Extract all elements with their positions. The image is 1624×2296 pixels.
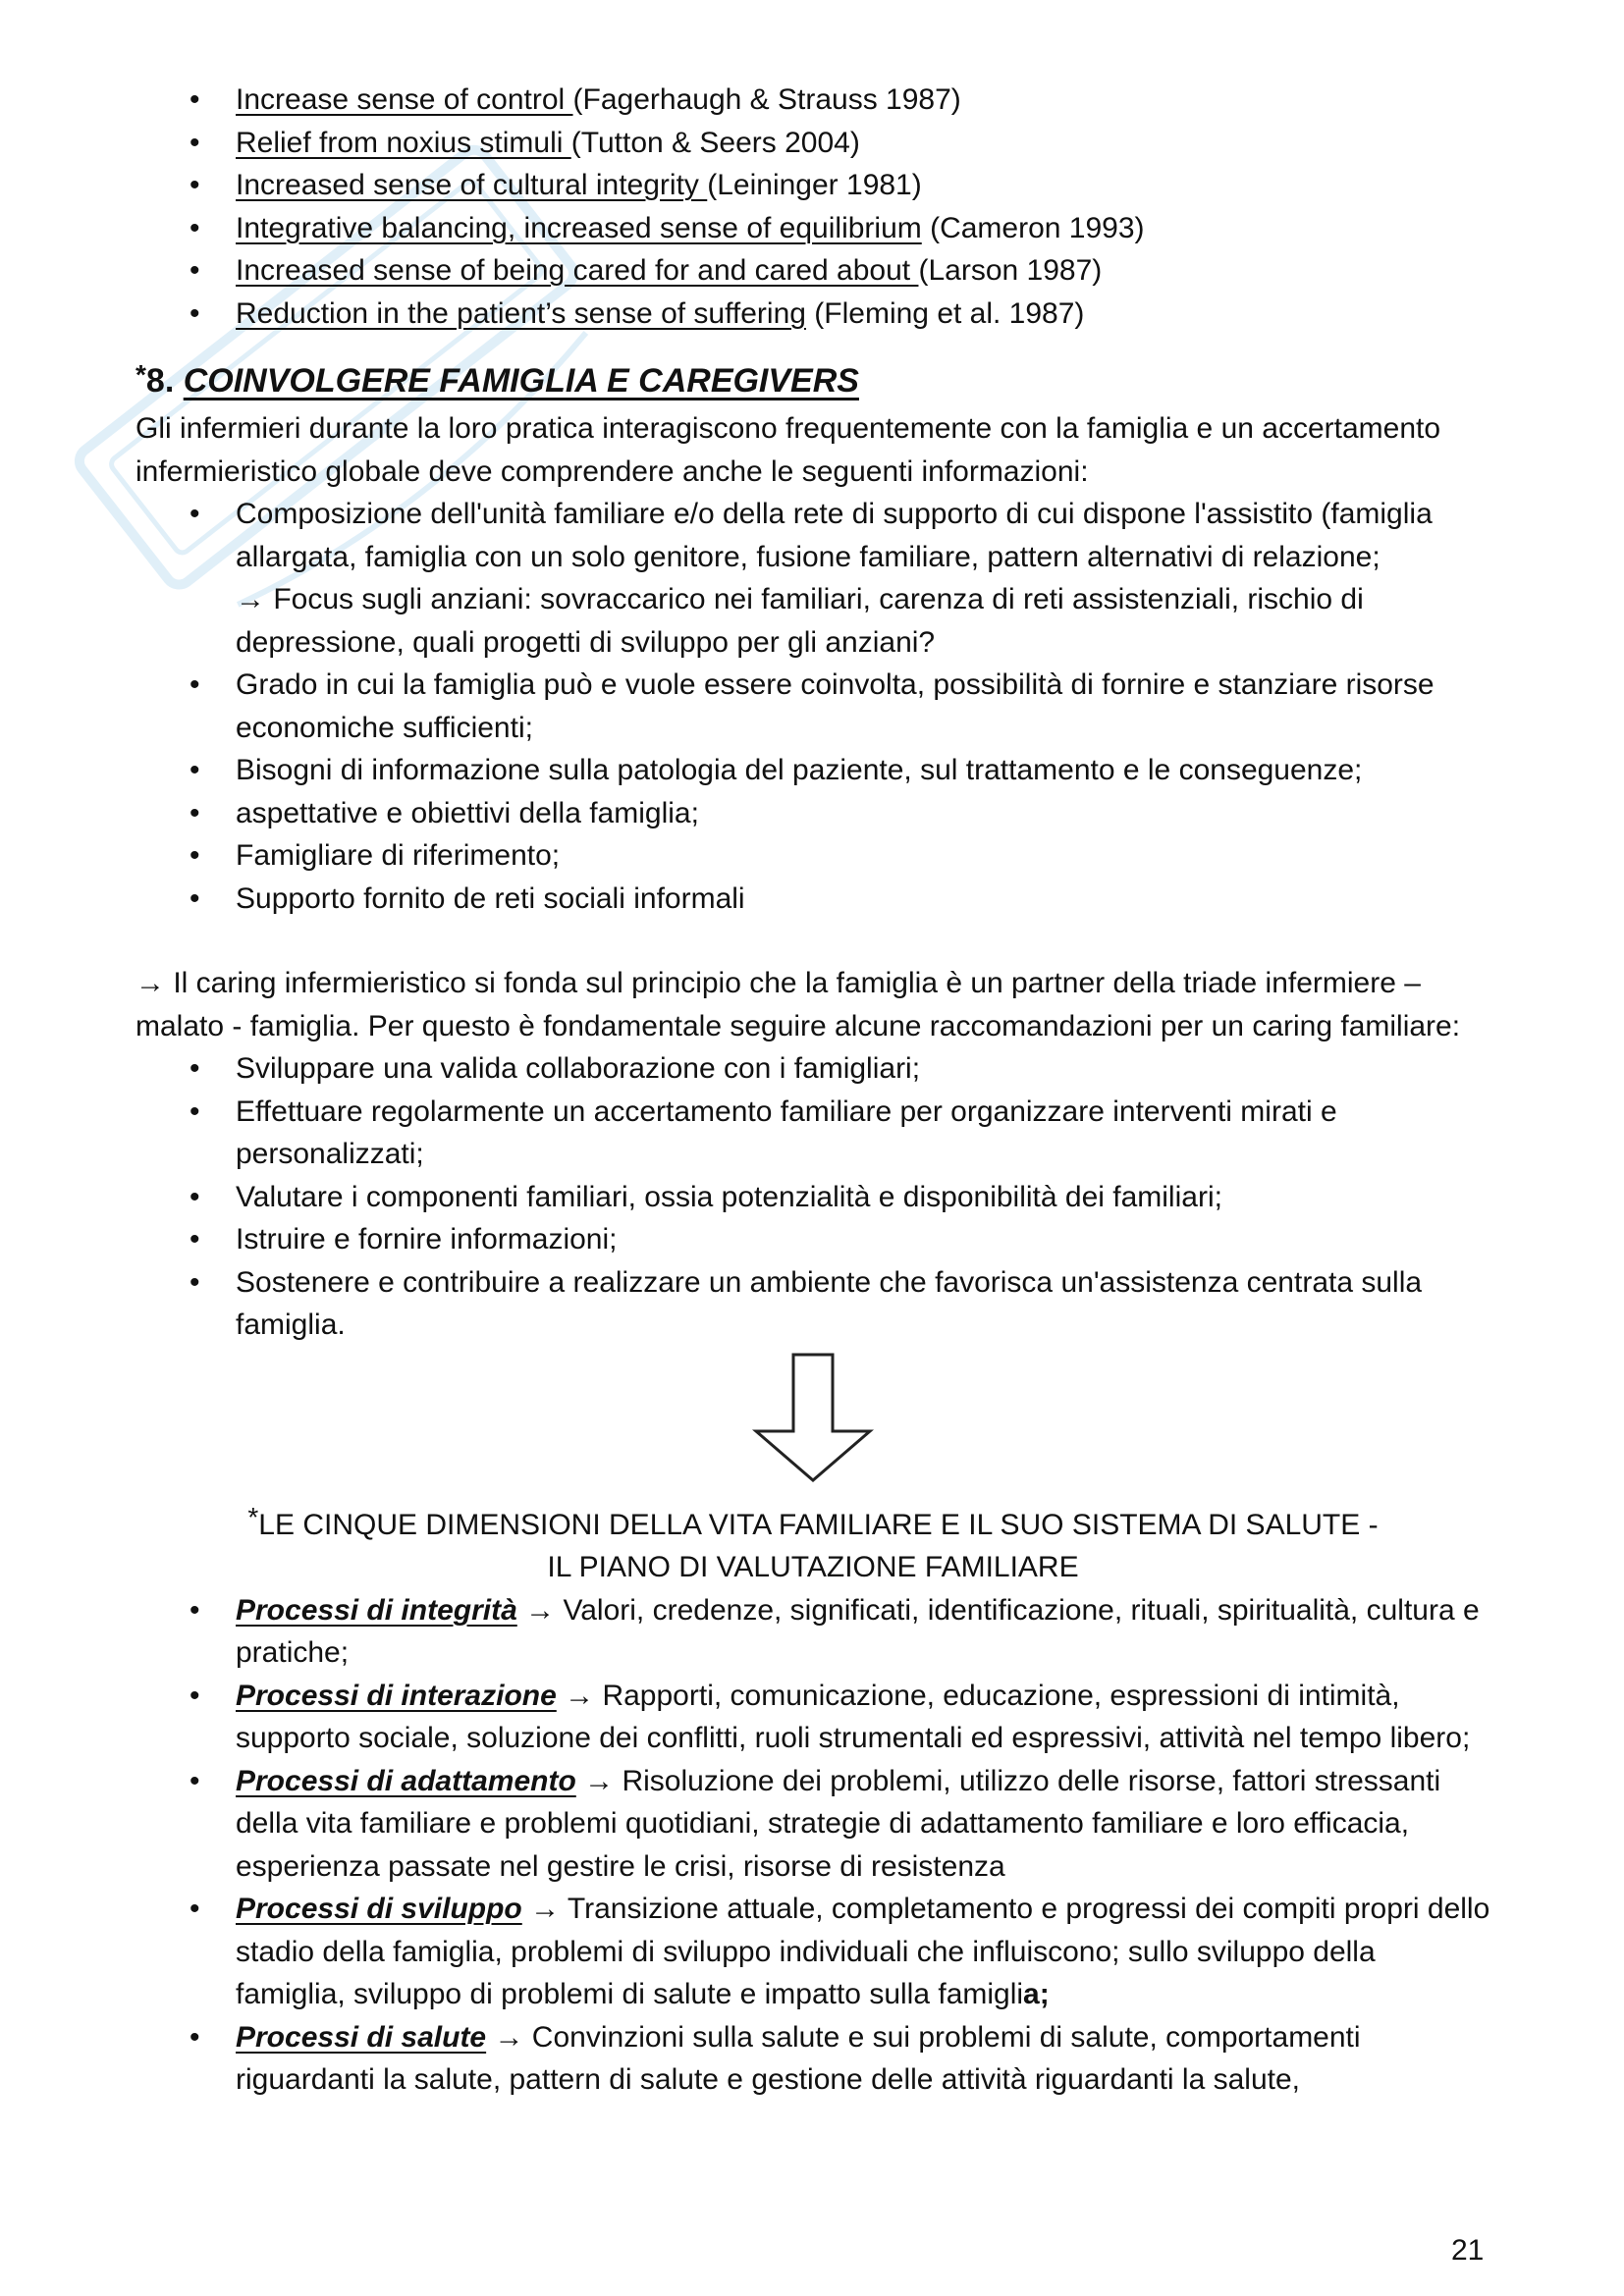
list-item: • Reduction in the patient’s sense of suffering (Fleming et al. 1987) (135, 293, 1490, 336)
list-item: • Grado in cui la famiglia può e vuole essere coinvolta, possibilità di fornire e stanziare risorse economiche sufficienti; (135, 664, 1490, 749)
list-item: • Increased sense of being cared for and cared about (Larson 1987) (135, 249, 1490, 293)
list-item: • Famigliare di riferimento; (135, 834, 1490, 878)
list-item: • Valutare i componenti familiari, ossia potenzialità e disponibilità dei familiari; (135, 1176, 1490, 1219)
list-item: • Processi di integrità → Valori, credenze, significati, identificazione, rituali, spiritualità, cultura e pratiche; (135, 1589, 1490, 1675)
page-number: 21 (1451, 2234, 1485, 2267)
list-item: • Istruire e fornire informazioni; (135, 1218, 1490, 1261)
five-dimensions-list (135, 1589, 1490, 2102)
list-item: • Relief from noxius stimuli (Tutton & Seers 2004) (135, 122, 1490, 165)
list-item: • Supporto fornito de reti sociali informali (135, 878, 1490, 921)
list-item: • Processi di sviluppo → Transizione attuale, completamento e progressi dei compiti propri dello stadio della famiglia, problemi di sviluppo individuali che influiscono; sullo sviluppo della famiglia, sviluppo di problemi di salute e impatto sulla famiglia; (135, 1888, 1490, 2016)
list-item: • Increase sense of control (Fagerhaugh & Strauss 1987) (135, 79, 1490, 122)
five-dimensions-title: *LE CINQUE DIMENSIONI DELLA VITA FAMILIARE E IL SUO SISTEMA DI SALUTE - IL PIANO DI VALUTAZIONE FAMILIARE (247, 1501, 1379, 1583)
list-item: • Increased sense of cultural integrity (Leininger 1981) (135, 164, 1490, 207)
list-item: • Sostenere e contribuire a realizzare un ambiente che favorisca un'assistenza centrata sulla famiglia. (135, 1261, 1490, 1347)
list-item: • Processi di adattamento → Risoluzione dei problemi, utilizzo delle risorse, fattori stressanti della vita familiare e problemi quotidiani, strategie di adattamento familiare e loro efficacia, esperienza passate nel gestire le crisi, risorse di resistenza (135, 1760, 1490, 1889)
list-item: • Processi di interazione → Rapporti, comunicazione, educazione, espressioni di intimità, supporto sociale, soluzione dei conflitti, ruoli strumentali ed espressivi, attività nel tempo libero; (135, 1675, 1490, 1760)
caring-paragraph: → Il caring infermieristico si fonda sul principio che la famiglia è un partner della triade infermiere – malato - famiglia. Per questo è fondamentale seguire alcune raccomandazioni per un caring familiare: (135, 967, 1461, 1042)
down-arrow-container (135, 1353, 1490, 1500)
references-list (135, 79, 1490, 335)
list-item: • Processi di salute → Convinzioni sulla salute e sui problemi di salute, comportamenti riguardanti la salute, pattern di salute e gestione delle attività riguardanti la salute, (135, 2016, 1490, 2102)
list-item: • Sviluppare una valida collaborazione con i famigliari; (135, 1047, 1490, 1091)
family-info-list (135, 493, 1490, 920)
page-content (135, 79, 1490, 2102)
focus-note: → Focus sugli anziani: sovraccarico nei familiari, carenza di reti assistenziali, rischio di depressione, quali progetti di sviluppo per gli anziani? (236, 583, 1364, 659)
list-item: • Bisogni di informazione sulla patologia del paziente, sul trattamento e le conseguenze; (135, 749, 1490, 792)
section-8-heading: *8. COINVOLGERE FAMIGLIA E CAREGIVERS (135, 359, 859, 400)
down-arrow-icon (752, 1353, 874, 1484)
list-item: • Effettuare regolarmente un accertamento familiare per organizzare interventi mirati e personalizzati; (135, 1091, 1490, 1176)
list-item: • Composizione dell'unità familiare e/o della rete di supporto di cui dispone l'assistito (famiglia allargata, famiglia con un solo genitore, fusione familiare, pattern alternativi di relazione; → Focus sugli anziani: sovraccarico nei familiari, carenza di reti assistenziali, rischio di depressione, quali progetti di sviluppo per gli anziani? (135, 493, 1490, 664)
list-item: • Integrative balancing, increased sense of equilibrium (Cameron 1993) (135, 207, 1490, 250)
recommendations-list (135, 1047, 1490, 1347)
list-item: • aspettative e obiettivi della famiglia; (135, 792, 1490, 835)
section-8-intro: Gli infermieri durante la loro pratica interagiscono frequentemente con la famiglia e un accertamento infermieristico globale deve comprendere anche le seguenti informazioni: (135, 412, 1441, 488)
